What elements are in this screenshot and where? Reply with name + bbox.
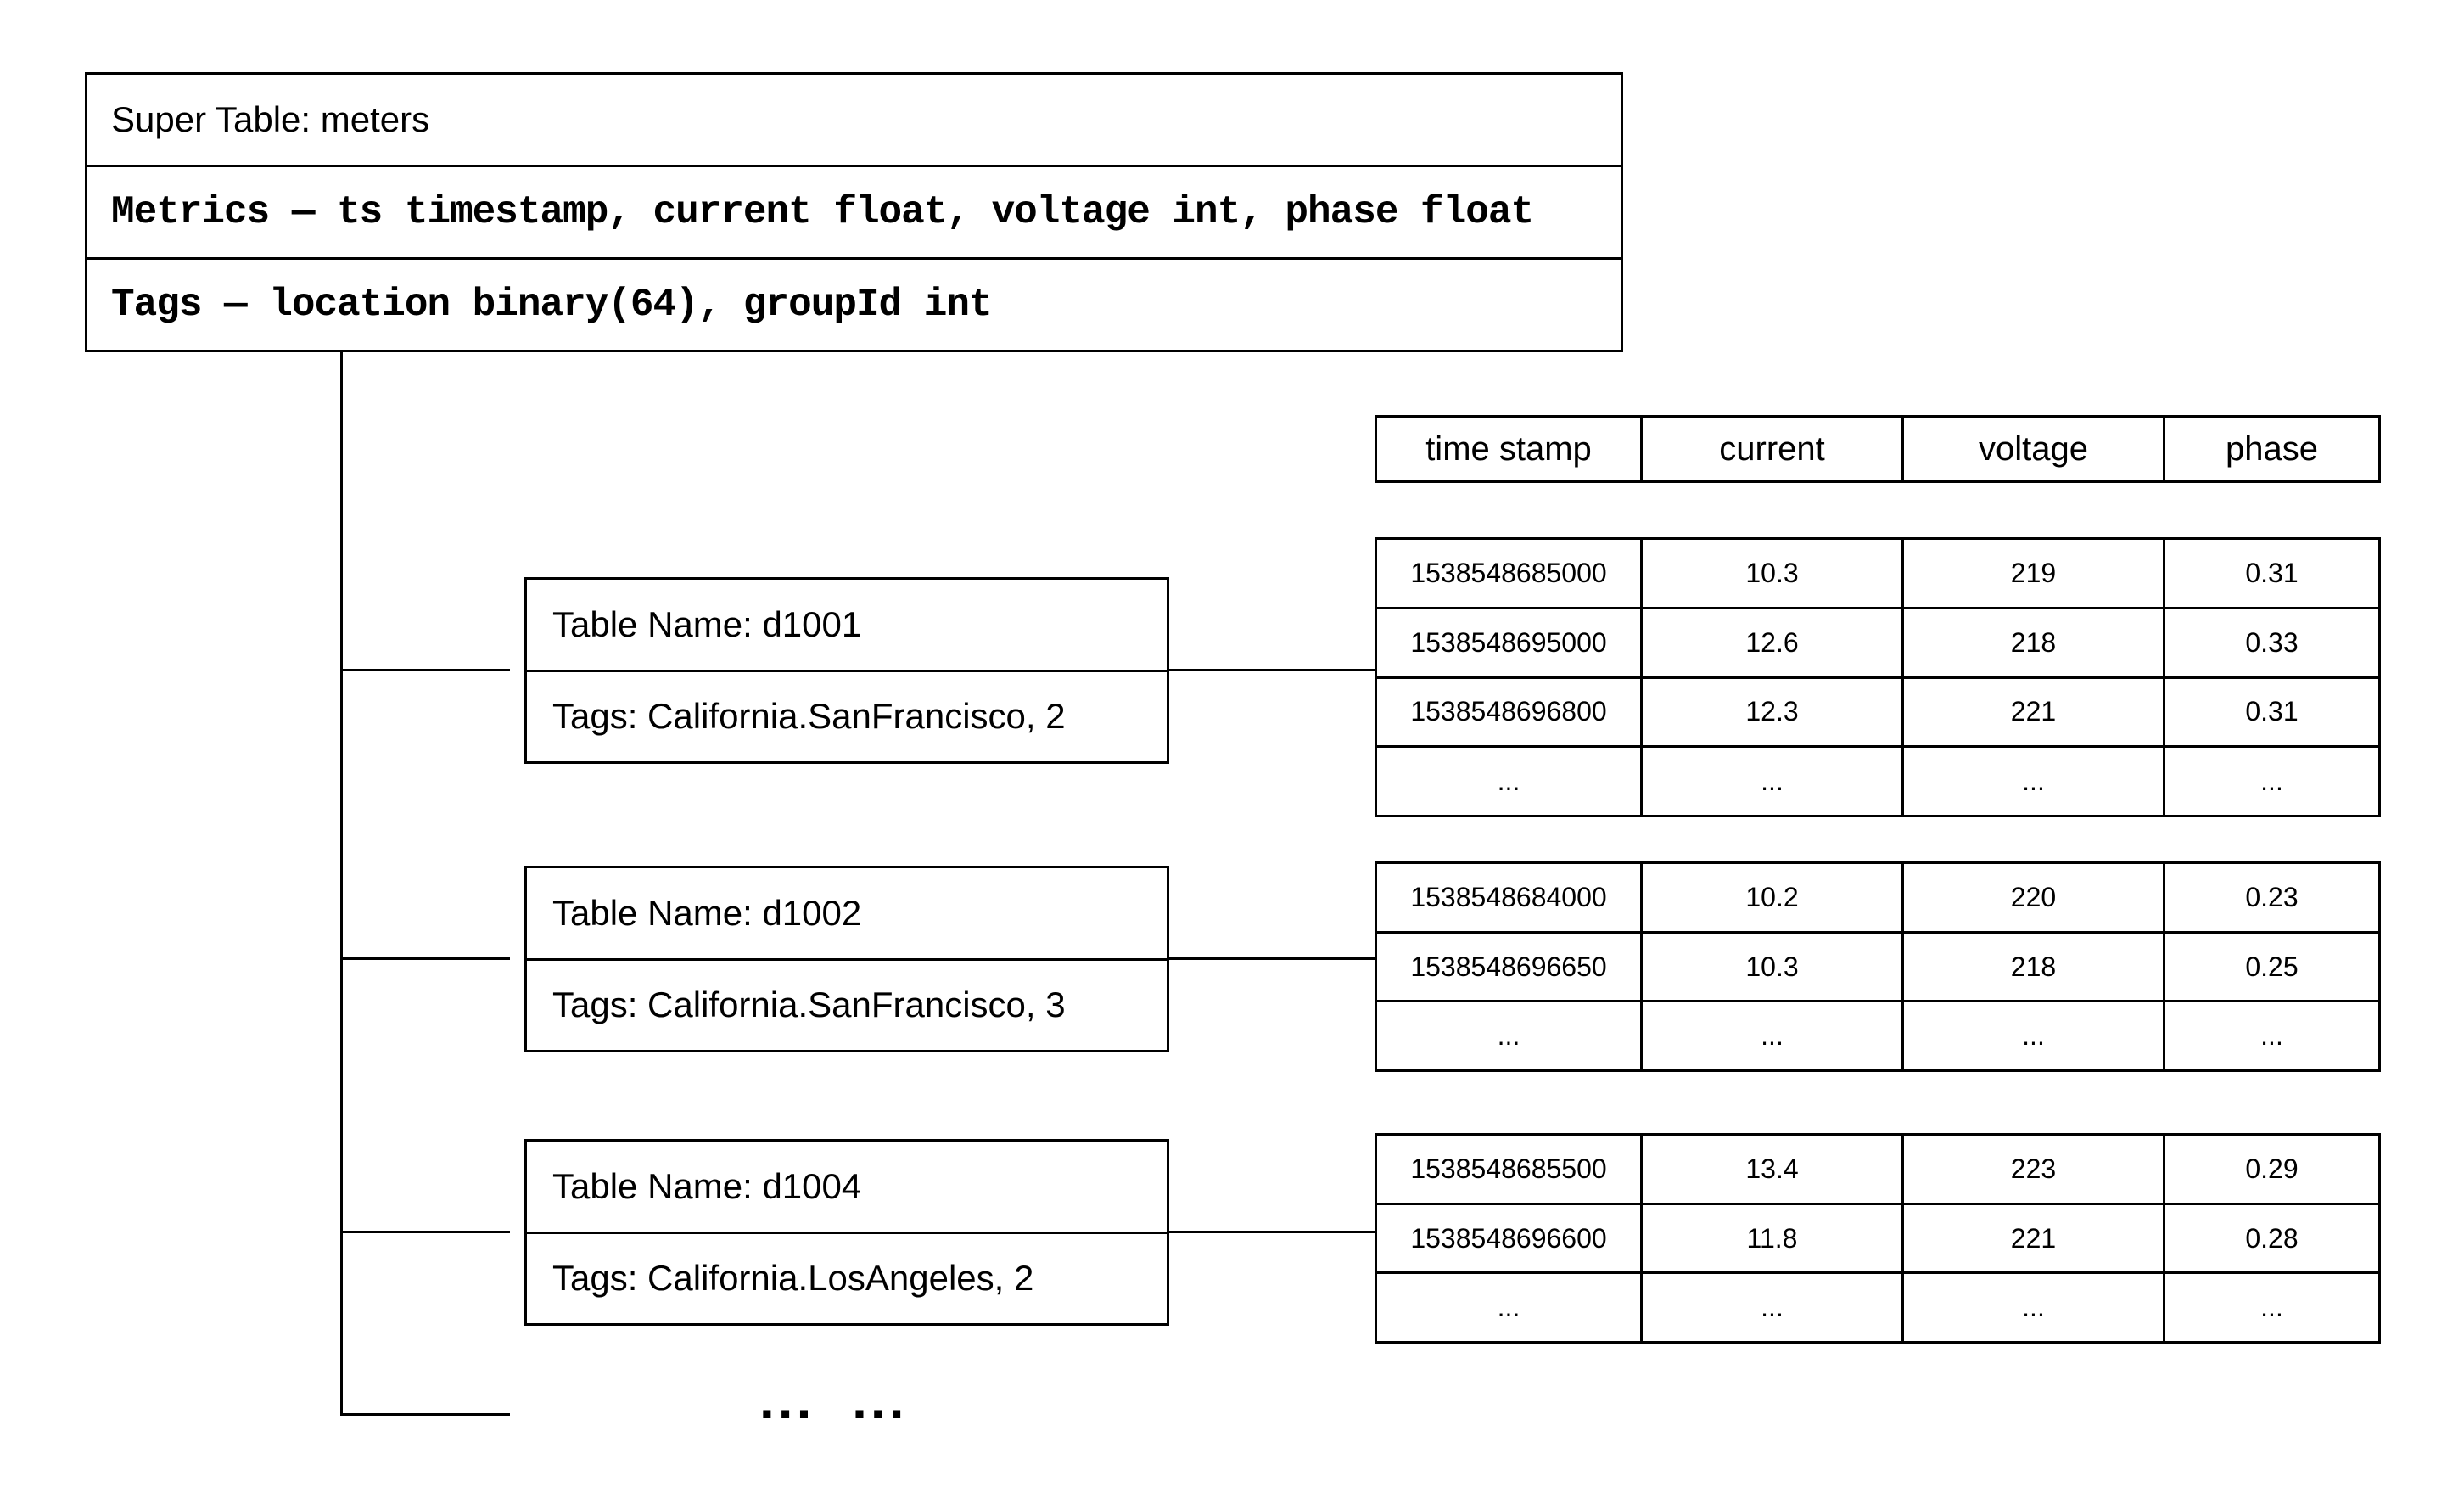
table-row bbox=[1377, 540, 2378, 607]
super-table-box bbox=[85, 72, 1623, 352]
branch-line-d1001 bbox=[340, 669, 510, 671]
subtable-name-label: Table Name: d1004 bbox=[552, 1165, 862, 1206]
table-cell-timestamp: 1538548695000 bbox=[1410, 626, 1607, 658]
table-cell-ellipsis: ... bbox=[1901, 1274, 2163, 1341]
table-cell-timestamp: 1538548685500 bbox=[1410, 1153, 1607, 1184]
table-cell-current: 10.2 bbox=[1640, 864, 1901, 931]
table-cell-phase: 0.31 bbox=[2163, 679, 2378, 746]
branch-line-more bbox=[340, 1413, 510, 1416]
table-cell-ellipsis: ... bbox=[1640, 1274, 1901, 1341]
connector-line-d1001 bbox=[1169, 669, 1375, 671]
connector-line-d1004 bbox=[1169, 1231, 1375, 1233]
table-cell-timestamp: 1538548696800 bbox=[1410, 696, 1607, 727]
connector-line-d1002 bbox=[1169, 957, 1375, 960]
table-cell-current: 11.8 bbox=[1640, 1205, 1901, 1272]
table-cell-ellipsis: ... bbox=[2163, 1002, 2378, 1069]
table-row bbox=[1377, 607, 2378, 676]
subtable-tags-label: Tags: California.SanFrancisco, 2 bbox=[527, 670, 1167, 762]
table-row bbox=[1377, 864, 2378, 931]
table-cell-voltage: 219 bbox=[1901, 540, 2163, 607]
more-tables-ellipsis: ... ... bbox=[759, 1369, 908, 1430]
data-table-d1004 bbox=[1375, 1133, 2381, 1344]
table-cell-ellipsis: ... bbox=[1901, 748, 2163, 815]
table-cell-phase: 0.33 bbox=[2163, 609, 2378, 676]
table-row-ellipsis bbox=[1377, 745, 2378, 815]
column-header-current: current bbox=[1640, 418, 1901, 480]
table-cell-voltage: 223 bbox=[1901, 1136, 2163, 1203]
table-row bbox=[1377, 676, 2378, 746]
table-cell-ellipsis: ... bbox=[2163, 748, 2378, 815]
table-cell-voltage: 218 bbox=[1901, 609, 2163, 676]
table-cell-timestamp: 1538548684000 bbox=[1410, 881, 1607, 912]
table-cell-voltage: 218 bbox=[1901, 934, 2163, 1001]
column-header-phase: phase bbox=[2163, 418, 2378, 480]
table-row bbox=[1377, 1136, 2378, 1203]
table-cell-voltage: 220 bbox=[1901, 864, 2163, 931]
data-table-d1001 bbox=[1375, 537, 2381, 817]
table-cell-voltage: 221 bbox=[1901, 1205, 2163, 1272]
table-cell-ellipsis: ... bbox=[1497, 766, 1520, 797]
super-table-title: Super Table: meters bbox=[111, 99, 430, 139]
table-cell-ellipsis: ... bbox=[1901, 1002, 2163, 1069]
subtable-name-label: Table Name: d1002 bbox=[552, 892, 862, 933]
table-row bbox=[1377, 1203, 2378, 1272]
column-header-row bbox=[1377, 418, 2378, 480]
branch-line-d1002 bbox=[340, 957, 510, 960]
table-cell-ellipsis: ... bbox=[1497, 1020, 1520, 1052]
table-cell-phase: 0.28 bbox=[2163, 1205, 2378, 1272]
subtable-tags-label: Tags: California.LosAngeles, 2 bbox=[527, 1232, 1167, 1324]
table-cell-timestamp: 1538548696600 bbox=[1410, 1222, 1607, 1254]
table-row-ellipsis bbox=[1377, 1000, 2378, 1069]
table-cell-current: 12.6 bbox=[1640, 609, 1901, 676]
table-cell-phase: 0.29 bbox=[2163, 1136, 2378, 1203]
table-cell-current: 10.3 bbox=[1640, 934, 1901, 1001]
subtable-name-label: Table Name: d1001 bbox=[552, 603, 862, 644]
table-cell-ellipsis: ... bbox=[1640, 748, 1901, 815]
super-table-metrics: Metrics — ts timestamp, current float, voltage int, phase float bbox=[87, 165, 1621, 257]
table-cell-phase: 0.23 bbox=[2163, 864, 2378, 931]
table-cell-voltage: 221 bbox=[1901, 679, 2163, 746]
super-table-tags: Tags — location binary(64), groupId int bbox=[87, 257, 1621, 350]
table-row-ellipsis bbox=[1377, 1271, 2378, 1341]
table-cell-ellipsis: ... bbox=[1497, 1292, 1520, 1323]
branch-line-d1004 bbox=[340, 1231, 510, 1233]
table-cell-ellipsis: ... bbox=[1640, 1002, 1901, 1069]
table-cell-timestamp: 1538548685000 bbox=[1410, 557, 1607, 588]
tree-trunk-line bbox=[340, 352, 343, 1416]
column-header-table bbox=[1375, 415, 2381, 483]
table-cell-timestamp: 1538548696650 bbox=[1410, 951, 1607, 982]
table-cell-phase: 0.25 bbox=[2163, 934, 2378, 1001]
subtable-tags-label: Tags: California.SanFrancisco, 3 bbox=[527, 958, 1167, 1051]
table-cell-phase: 0.31 bbox=[2163, 540, 2378, 607]
column-header-voltage: voltage bbox=[1901, 418, 2163, 480]
column-header-time-stamp: time stamp bbox=[1425, 429, 1592, 468]
table-cell-current: 10.3 bbox=[1640, 540, 1901, 607]
subtable-box-d1004 bbox=[524, 1139, 1169, 1326]
table-cell-current: 13.4 bbox=[1640, 1136, 1901, 1203]
table-cell-ellipsis: ... bbox=[2163, 1274, 2378, 1341]
table-row bbox=[1377, 931, 2378, 1001]
table-cell-current: 12.3 bbox=[1640, 679, 1901, 746]
data-table-d1002 bbox=[1375, 861, 2381, 1072]
subtable-box-d1002 bbox=[524, 866, 1169, 1052]
subtable-box-d1001 bbox=[524, 577, 1169, 764]
